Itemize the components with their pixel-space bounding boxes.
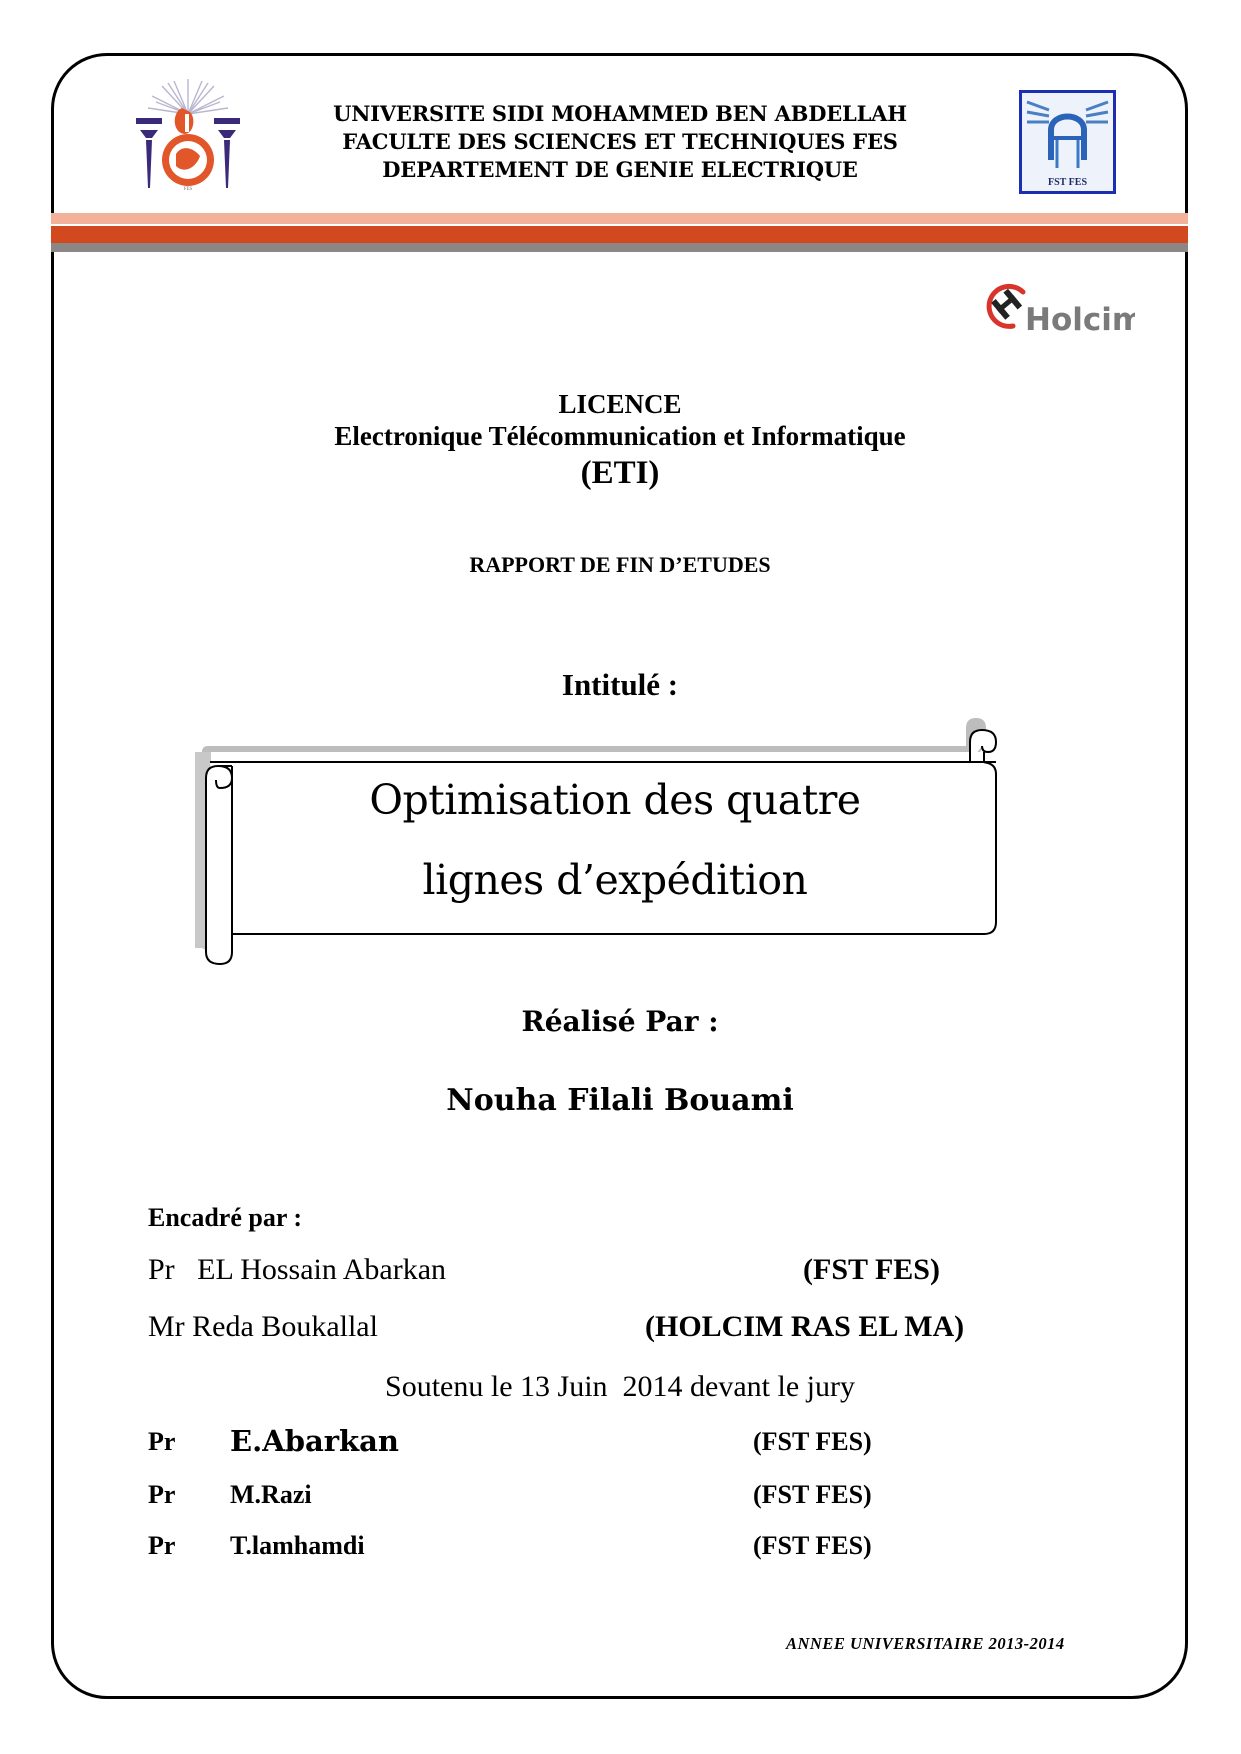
fst-fes-logo	[1019, 90, 1116, 194]
department-name: DEPARTEMENT DE GENIE ELECTRIQUE	[382, 157, 858, 182]
header-stripe-orange	[51, 226, 1188, 243]
svg-text:FST FES: FST FES	[1048, 177, 1087, 188]
university-emblem-logo	[132, 78, 244, 192]
holcim-emblem-icon	[985, 276, 1135, 346]
report-title-line-1: Optimisation des quatre	[369, 776, 861, 824]
report-type: RAPPORT DE FIN D’ETUDES	[469, 552, 771, 577]
faculty-name: FACULTE DES SCIENCES ET TECHNIQUES FES	[342, 129, 898, 154]
academic-year: ANNEE UNIVERSITAIRE 2013-2014	[786, 1634, 1065, 1653]
university-name: UNIVERSITE SIDI MOHAMMED BEN ABDELLAH	[333, 101, 907, 126]
supervisor-institution: (HOLCIM RAS EL MA)	[645, 1310, 965, 1343]
author-label: Réalisé Par :	[521, 1005, 719, 1038]
report-title	[235, 760, 995, 920]
title-label: Intitulé :	[561, 667, 679, 702]
degree-block	[250, 388, 990, 452]
degree-field: Electronique Télécommunication et Informatique	[334, 421, 906, 451]
supervisor-name: Mr Reda Boukallal	[148, 1310, 378, 1343]
university-header	[250, 100, 990, 184]
author-name: Nouha Filali Bouami	[446, 1083, 794, 1118]
degree-level: LICENCE	[558, 389, 682, 419]
jury-institution: (FST FES)	[753, 1480, 872, 1509]
jury-title: Pr	[148, 1427, 176, 1456]
jury-name: E.Abarkan	[230, 1424, 400, 1458]
svg-text:Holcim: Holcim	[1025, 302, 1135, 338]
degree-abbreviation: (ETI)	[580, 455, 660, 491]
report-title-line-2: lignes d’expédition	[422, 856, 808, 904]
header-stripe-light	[51, 213, 1188, 224]
jury-name: T.lamhamdi	[230, 1531, 365, 1560]
jury-name: M.Razi	[230, 1480, 312, 1509]
jury-title: Pr	[148, 1480, 176, 1509]
header-stripe-gray	[51, 243, 1188, 252]
jury-title: Pr	[148, 1531, 176, 1560]
supervisor-name: Pr EL Hossain Abarkan	[148, 1253, 447, 1286]
jury-institution: (FST FES)	[753, 1531, 872, 1560]
svg-text:FES: FES	[183, 187, 193, 192]
defense-date: Soutenu le 13 Juin 2014 devant le jury	[385, 1370, 855, 1403]
holcim-logo	[985, 276, 1135, 346]
supervisor-institution: (FST FES)	[803, 1253, 940, 1286]
jury-institution: (FST FES)	[753, 1427, 872, 1456]
supervisors-label: Encadré par :	[148, 1203, 303, 1232]
